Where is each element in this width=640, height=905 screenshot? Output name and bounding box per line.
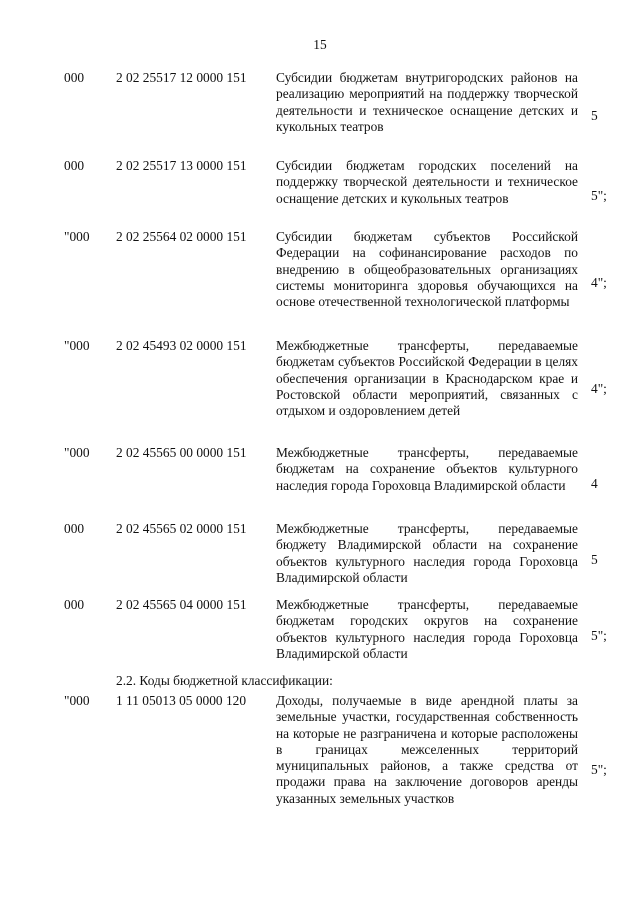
row-budget-code: 2 02 45493 02 0000 151	[116, 338, 247, 353]
section-heading: 2.2. Коды бюджетной классификации:	[116, 673, 333, 688]
row-code-prefix: 000	[64, 158, 85, 173]
row-description: Межбюджетные трансферты, передаваемые бюджету Владимирской области на сохранение объектов культурного наследия города Гороховца Владимирской области	[276, 521, 578, 585]
row-value: 5";	[591, 188, 607, 203]
row-description: Межбюджетные трансферты, передаваемые бюджетам городских округов на сохранение объектов культурного наследия города Гороховца Владимирской области	[276, 597, 578, 661]
row-budget-code: 2 02 25564 02 0000 151	[116, 229, 247, 244]
row-code-prefix: "000	[64, 445, 90, 460]
row-value: 4	[591, 476, 598, 491]
row-code-prefix: "000	[64, 229, 90, 244]
row-budget-code: 2 02 45565 00 0000 151	[116, 445, 247, 460]
row-code-prefix: 000	[64, 70, 85, 85]
row-budget-code: 2 02 25517 12 0000 151	[116, 70, 247, 85]
page-number: 15	[313, 37, 327, 52]
row-value: 5	[591, 552, 598, 567]
row-budget-code: 2 02 25517 13 0000 151	[116, 158, 247, 173]
row-budget-code: 1 11 05013 05 0000 120	[116, 693, 247, 708]
row-value: 5	[591, 108, 598, 123]
row-value: 5";	[591, 628, 607, 643]
row-value: 4";	[591, 275, 607, 290]
row-code-prefix: "000	[64, 338, 90, 353]
row-value: 4";	[591, 381, 607, 396]
row-budget-code: 2 02 45565 04 0000 151	[116, 597, 247, 612]
row-description: Доходы, получаемые в виде арендной платы за земельные участки, государственная собственность на которые не разграничена и которые расположены в границах межселенных территорий муниципальных районов, а также средства от продажи права на заключение договоров аренды указанных земельных участков	[276, 693, 578, 806]
row-description: Межбюджетные трансферты, передаваемые бюджетам субъектов Российской Федерации в целях обеспечения организации в Краснодарском крае и Ростовской области мероприятий, связанных с отдыхом и оздоровлением детей	[276, 338, 578, 419]
row-value: 5";	[591, 762, 607, 777]
row-budget-code: 2 02 45565 02 0000 151	[116, 521, 247, 536]
row-description: Субсидии бюджетам субъектов Российской Федерации на софинансирование расходов по внедрению в общеобразовательных организациях системы мониторинга здоровья обучающихся на основе отечественной технологической платформы	[276, 229, 578, 310]
row-code-prefix: "000	[64, 693, 90, 708]
row-description: Субсидии бюджетам городских поселений на поддержку творческой деятельности и техническое оснащение детских и кукольных театров	[276, 158, 578, 206]
row-description: Межбюджетные трансферты, передаваемые бюджетам на сохранение объектов культурного наследия города Гороховца Владимирской области	[276, 445, 578, 493]
row-code-prefix: 000	[64, 597, 85, 612]
row-description: Субсидии бюджетам внутригородских районов на реализацию мероприятий на поддержку творческой деятельности и техническое оснащение детских и кукольных театров	[276, 70, 578, 134]
row-code-prefix: 000	[64, 521, 85, 536]
